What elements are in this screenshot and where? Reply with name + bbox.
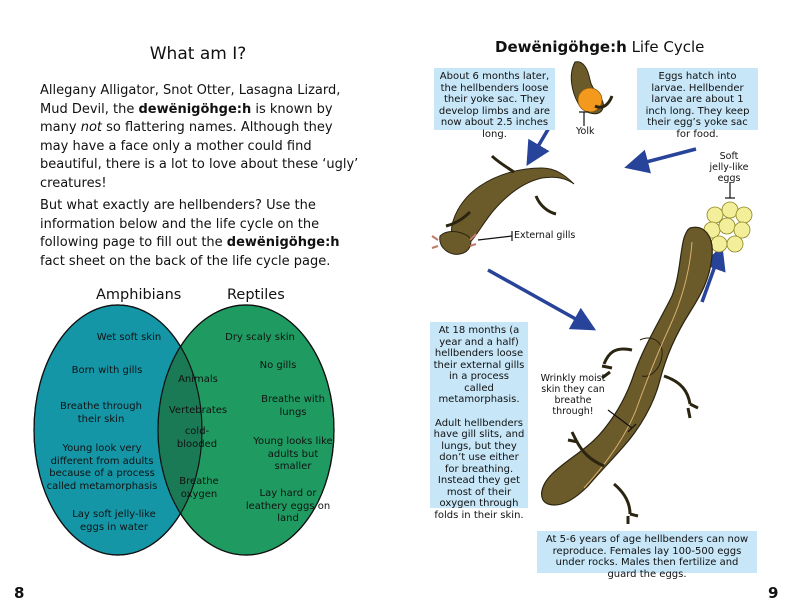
reptile-trait: Lay hard or leathery eggs on land: [245, 488, 331, 524]
page-title: What am I?: [149, 44, 247, 64]
label-skin: Wrinkly moist skin they can breathe through!: [540, 373, 606, 417]
life-cycle-title-bold: Dewënigöhge:h: [495, 38, 627, 56]
amphibian-trait: Lay soft jelly-like eggs in water: [72, 509, 156, 533]
life-cycle-title-rest: Life Cycle: [626, 38, 705, 56]
venn-label-amphibians: Amphibians: [96, 287, 182, 303]
intro-text: is known by many: [40, 101, 333, 135]
info-box-larvae: Eggs hatch into larvae. Hellbender larvae are about 1 inch long. They keep their egg’s yoke sac for food.: [637, 68, 758, 130]
shared-trait: Breathe oxygen: [179, 476, 219, 500]
adult-breathing-text: Adult hellbenders have gill slits, and lungs, but they don’t use either for breathing. Instead they get most of their oxygen through folds in their skin.: [433, 417, 525, 521]
seneca-word: dewënigöhge:h: [226, 235, 340, 250]
page-number-right: 9: [768, 584, 779, 602]
label-external-gills: External gills: [514, 230, 576, 241]
intro-text: so flattering names. Although they may have a face only a mother could find beautiful, there is a lot to love about these ‘ugly’ creatures!: [40, 120, 359, 191]
shared-trait: cold-blooded: [176, 426, 218, 450]
reptile-trait: Breathe with lungs: [261, 394, 325, 418]
instructions-text: fact sheet on the back of the life cycle page.: [40, 253, 331, 269]
amphibian-trait: Young look very different from adults because of a process called metamorphasis: [46, 443, 158, 492]
emphasis-word: not: [80, 120, 102, 135]
label-yolk: Yolk: [576, 126, 595, 137]
label-eggs: Soft jelly-like eggs: [709, 151, 749, 184]
shared-trait: Vertebrates: [168, 405, 228, 416]
instructions-text: But what exactly are hellbenders? Use the information below and the life cycle on the following page to fill out the: [40, 198, 320, 250]
shared-trait: Animals: [178, 374, 218, 385]
amphibian-trait: Born with gills: [71, 365, 143, 376]
seneca-word: dewënigöhge:h: [138, 101, 252, 117]
metamorphosis-text: At 18 months (a year and a half) hellbenders loose their external gills in a process called metamorphasis.: [433, 325, 525, 405]
page-number-left: 8: [14, 584, 25, 602]
intro-text: Allegany Alligator, Snot Otter, Lasagna Lizard, Mud Devil, the: [40, 83, 341, 117]
reptile-trait: Dry scaly skin: [225, 332, 295, 343]
info-box-reproduction: At 5-6 years of age hellbenders can now reproduce. Females lay 100-500 eggs under rocks. Males then fertilize and guard the eggs.: [537, 531, 757, 573]
info-box-metamorphosis: [430, 322, 528, 521]
reptile-trait: Young looks like adults but smaller: [253, 436, 333, 472]
reptile-trait: No gills: [259, 360, 297, 371]
amphibian-trait: Breathe through their skin: [60, 401, 142, 425]
arrow-to-adult: [488, 270, 590, 327]
info-box-6-months: About 6 months later, the hellbenders loose their yoke sac. They develop limbs and are now about 2.5 inches long.: [434, 68, 555, 130]
arrow-larva-to-juvenile: [631, 149, 696, 166]
larva-illustration: [571, 62, 612, 126]
amphibian-trait: Wet soft skin: [96, 332, 162, 343]
venn-label-reptiles: Reptiles: [227, 287, 285, 303]
